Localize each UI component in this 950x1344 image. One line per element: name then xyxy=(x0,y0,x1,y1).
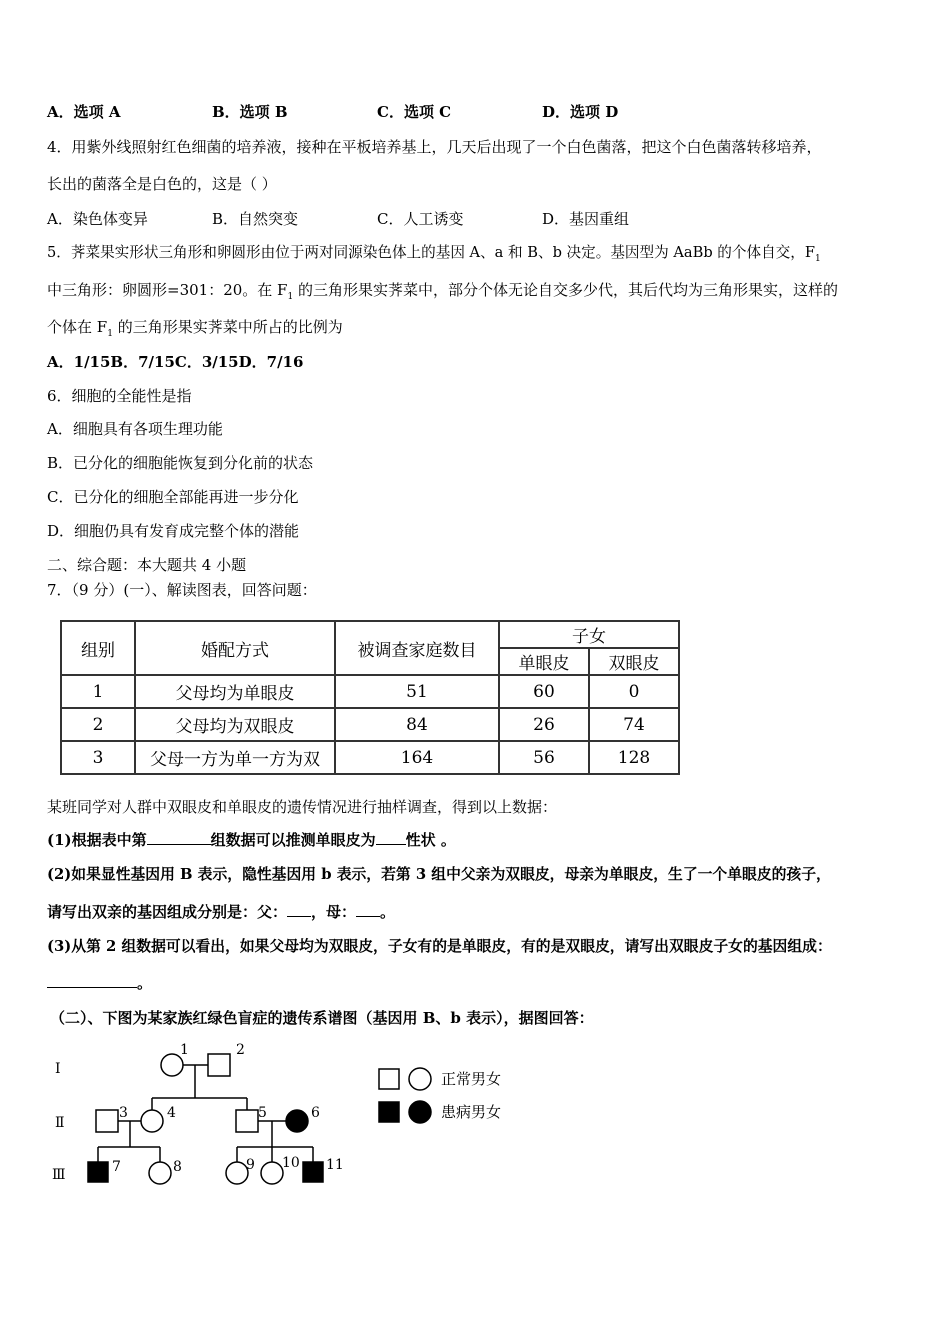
table-row xyxy=(61,675,679,708)
q6-option-b: B．已分化的细胞能恢复到分化前的状态 xyxy=(47,454,314,472)
section-heading: 二、综合题：本大题共 4 小题 xyxy=(47,556,247,574)
individual-9-female xyxy=(226,1162,248,1184)
q6-option-c: C．已分化的细胞全部能再进一步分化 xyxy=(47,488,299,506)
individual-label: 9 xyxy=(246,1157,255,1173)
q4-stem-line2: 长出的菌落全是白色的，这是（ ） xyxy=(47,175,277,193)
individual-4-female xyxy=(141,1110,163,1132)
q6-stem: 6．细胞的全能性是指 xyxy=(47,387,192,405)
individual-label: 8 xyxy=(173,1159,182,1175)
generation-label-1: Ⅰ xyxy=(55,1061,61,1077)
table-cell: 164 xyxy=(335,741,499,774)
header-group: 组别 xyxy=(61,621,135,675)
q3-option-a: A．选项 A xyxy=(47,103,121,121)
individual-2-male xyxy=(208,1054,230,1076)
table-cell: 26 xyxy=(499,708,589,741)
legend-normal-label: 正常男女 xyxy=(441,1070,502,1088)
individual-label: 3 xyxy=(119,1105,128,1121)
table-cell: 2 xyxy=(61,708,135,741)
individual-3-male xyxy=(96,1110,118,1132)
header-single-eyelid: 单眼皮 xyxy=(499,648,589,675)
q3-option-b: B．选项 B xyxy=(212,103,288,121)
q6-option-a: A．细胞具有各项生理功能 xyxy=(47,420,223,438)
q4-option-b: B．自然突变 xyxy=(212,210,299,228)
individual-6-affected-female xyxy=(286,1110,308,1132)
table-cell: 51 xyxy=(335,675,499,708)
individual-label: 5 xyxy=(258,1105,267,1121)
q7-part1: (1)根据表中第 组数据可以推测单眼皮为 性状 。 xyxy=(47,831,456,849)
header-families: 被调查家庭数目 xyxy=(335,621,499,675)
table-cell: 128 xyxy=(589,741,679,774)
q7-part3: (3)从第 2 组数据可以看出，如果父母均为双眼皮，子女有的是单眼皮，有的是双眼皮，请写出双眼皮子女的基因组成： xyxy=(47,938,832,955)
q7-stem: 7．（9 分）(一）、解读图表，回答问题： xyxy=(47,581,317,599)
individual-label: 6 xyxy=(311,1105,320,1121)
table-cell: 1 xyxy=(61,675,135,708)
q7-part3-answer: 。 xyxy=(47,973,152,993)
individual-11-affected-male xyxy=(303,1162,323,1182)
table-row xyxy=(61,708,679,741)
survey-table xyxy=(60,620,680,775)
q5-stem-line2: 中三角形：卵圆形=301：20。在 $F_1$ 的三角形果实荠菜中，部分个体无论自交多少代，其后代均为三角形果实，这样的 xyxy=(47,281,838,302)
q4-option-c: C．人工诱变 xyxy=(377,210,464,228)
generation-label-3: Ⅲ xyxy=(52,1167,66,1183)
legend-affected-label: 患病男女 xyxy=(441,1103,502,1121)
q5-options: A．1/15B．7/15C．3/15D．7/16 xyxy=(47,353,304,371)
header-marriage: 婚配方式 xyxy=(135,621,335,675)
legend-normal-female xyxy=(409,1068,431,1090)
individual-label: 4 xyxy=(167,1105,176,1121)
individual-label: 11 xyxy=(326,1157,344,1173)
pedigree-chart xyxy=(0,1040,950,1240)
legend-affected-male xyxy=(379,1102,399,1122)
table-cell: 74 xyxy=(589,708,679,741)
q6-option-d: D．细胞仍具有发育成完整个体的潜能 xyxy=(47,522,300,540)
table-cell: 父母均为双眼皮 xyxy=(135,708,335,741)
table-cell: 56 xyxy=(499,741,589,774)
table-cell: 父母一方为单一方为双 xyxy=(135,741,335,774)
table-cell: 0 xyxy=(589,675,679,708)
legend-affected-female xyxy=(409,1101,431,1123)
q7-part2-line2: 请写出双亲的基因组成分别是：父： ，母： 。 xyxy=(47,903,396,921)
legend-normal-male xyxy=(379,1069,399,1089)
q3-option-c: C．选项 C xyxy=(377,103,452,121)
q3-option-d: D．选项 D xyxy=(542,103,619,121)
q4-stem-line1: 4．用紫外线照射红色细菌的培养液，接种在平板培养基上，几天后出现了一个白色菌落，把这个白色菌落转移培养， xyxy=(47,138,822,156)
individual-8-female xyxy=(149,1162,171,1184)
table-row xyxy=(61,741,679,774)
table-cell: 3 xyxy=(61,741,135,774)
table-cell: 84 xyxy=(335,708,499,741)
generation-label-2: Ⅱ xyxy=(55,1115,65,1131)
q7-part2-line1: (2)如果显性基因用 B 表示，隐性基因用 b 表示，若第 3 组中父亲为双眼皮，母亲为单眼皮，生了一个单眼皮的孩子， xyxy=(47,866,831,883)
q5-stem-line1: 5．荠菜果实形状三角形和卵圆形由位于两对同源染色体上的基因 A、a 和 B、b 决定。基因型为 AaBb 的个体自交，$F_1$ xyxy=(47,244,821,264)
individual-label: 2 xyxy=(236,1042,245,1058)
q7-intro: 某班同学对人群中双眼皮和单眼皮的遗传情况进行抽样调查，得到以上数据： xyxy=(47,798,558,816)
individual-7-affected-male xyxy=(88,1162,108,1182)
header-children: 子女 xyxy=(499,621,679,648)
individual-label: 10 xyxy=(282,1155,300,1171)
individual-label: 7 xyxy=(112,1159,121,1175)
q4-option-a: A．染色体变异 xyxy=(47,210,148,228)
table-cell: 父母均为单眼皮 xyxy=(135,675,335,708)
q7-part-two: （二）、下图为某家族红绿色盲症的遗传系谱图（基因用 B、b 表示），据图回答： xyxy=(50,1009,594,1027)
individual-10-female xyxy=(261,1162,283,1184)
header-double-eyelid: 双眼皮 xyxy=(589,648,679,675)
individual-label: 1 xyxy=(180,1042,189,1058)
q5-stem-line3: 个体在 $F_1$ 的三角形果实荠菜中所占的比例为 xyxy=(47,318,343,339)
q4-option-d: D．基因重组 xyxy=(542,210,630,228)
table-cell: 60 xyxy=(499,675,589,708)
individual-5-male xyxy=(236,1110,258,1132)
